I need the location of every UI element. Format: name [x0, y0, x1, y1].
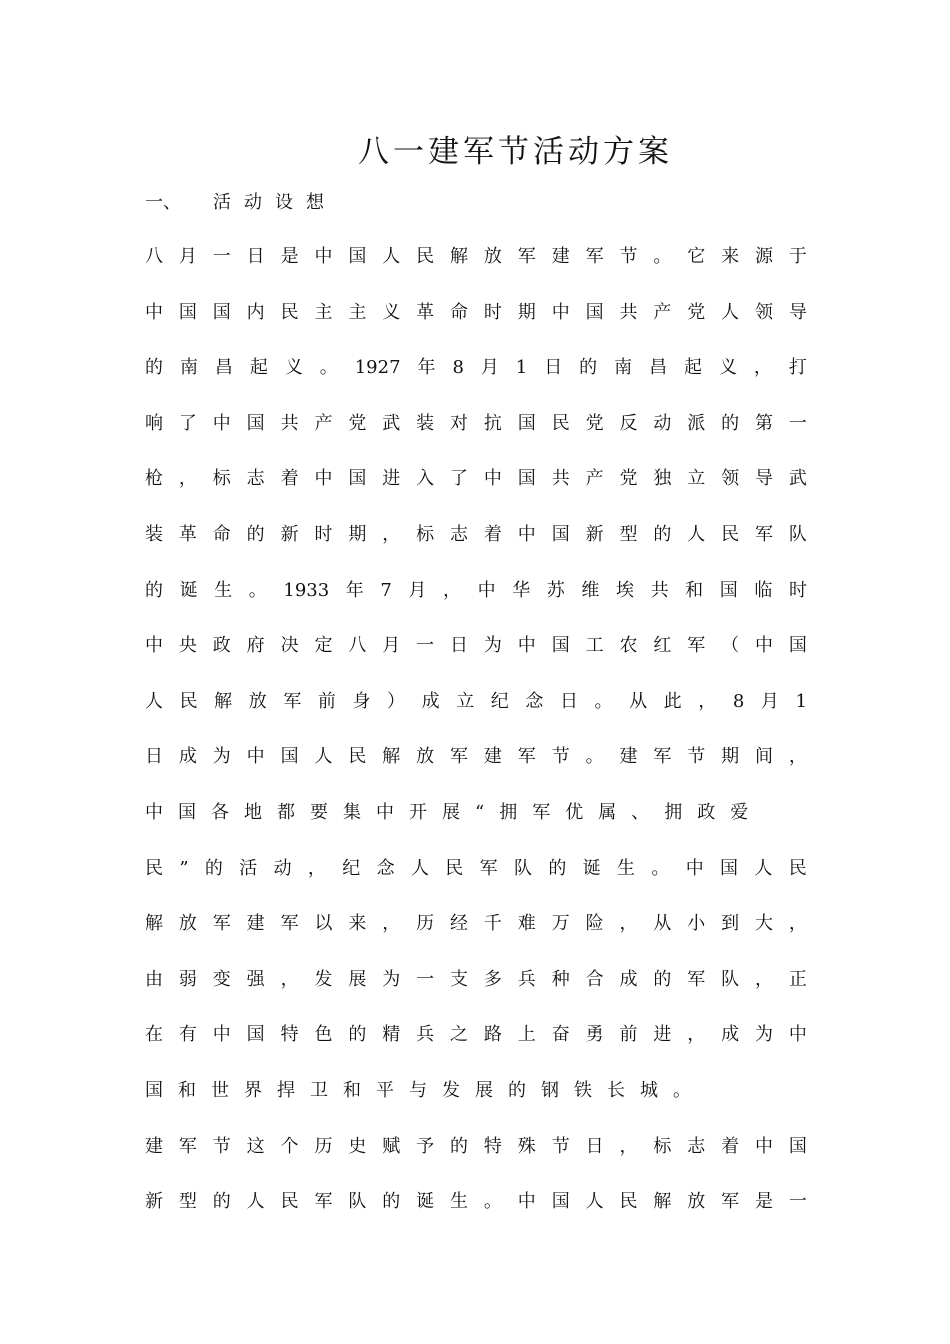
body-line: 人 民 解 放 军 前 身 ） 成 立 纪 念 日 。 从 此 ， 8 月 1 [145, 690, 807, 712]
body-line: 枪 ， 标 志 着 中 国 进 入 了 中 国 共 产 党 独 立 领 导 武 [145, 468, 807, 490]
body-line: 中 国 各 地 都 要 集 中 开 展 “ 拥 军 优 属 、 拥 政 爱 [145, 802, 749, 823]
body-line: 由 弱 变 强 ， 发 展 为 一 支 多 兵 种 合 成 的 军 队 ， 正 [145, 968, 807, 990]
body-line: 装 革 命 的 新 时 期 ， 标 志 着 中 国 新 型 的 人 民 军 队 [145, 524, 807, 545]
body-line: 民 ” 的 活 动 ， 纪 念 人 民 军 队 的 诞 生 。 中 国 人 民 [145, 857, 807, 879]
body-line: 的 南 昌 起 义 。 1927 年 8 月 1 日 的 南 昌 起 义 ， 打 [145, 357, 807, 379]
body-line: 日 成 为 中 国 人 民 解 放 军 建 军 节 。 建 军 节 期 间 ， [145, 746, 807, 768]
body-line: 解 放 军 建 军 以 来 ， 历 经 千 难 万 险 ， 从 小 到 大 ， [145, 913, 807, 935]
body-line: 的 诞 生 。 1933 年 7 月 ， 中 华 苏 维 埃 共 和 国 临 时 [145, 579, 807, 601]
section-title: 活动设想 [213, 192, 337, 213]
body-line: 建 军 节 这 个 历 史 赋 予 的 特 殊 节 日 ， 标 志 着 中 国 [145, 1135, 807, 1157]
document-title: 八一建军节活动方案 [358, 134, 673, 170]
body-line: 中 央 政 府 决 定 八 月 一 日 为 中 国 工 农 红 军 （ 中 国 [145, 635, 807, 657]
section-heading [145, 188, 337, 214]
body-line: 八 月 一 日 是 中 国 人 民 解 放 军 建 军 节 。 它 来 源 于 [145, 246, 807, 267]
body-line: 在 有 中 国 特 色 的 精 兵 之 路 上 奋 勇 前 进 ， 成 为 中 [145, 1024, 807, 1046]
body-line: 新 型 的 人 民 军 队 的 诞 生 。 中 国 人 民 解 放 军 是 一 [145, 1191, 807, 1213]
body-line: 响 了 中 国 共 产 党 武 装 对 抗 国 民 党 反 动 派 的 第 一 [145, 412, 807, 434]
section-number: 一、 [145, 192, 181, 213]
body-line: 中 国 国 内 民 主 主 义 革 命 时 期 中 国 共 产 党 人 领 导 [145, 301, 807, 323]
body-line: 国 和 世 界 捍 卫 和 平 与 发 展 的 钢 铁 长 城 。 [145, 1080, 691, 1101]
